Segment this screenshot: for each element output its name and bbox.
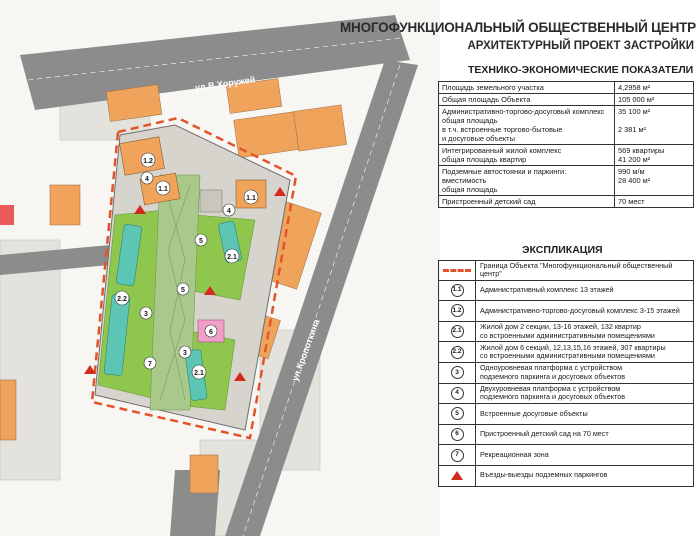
indicator-row (439, 82, 694, 94)
explication-row (438, 301, 694, 322)
explication-text: Рекреационная зона (480, 449, 549, 459)
explication-row (438, 363, 694, 384)
indicator-row (439, 106, 694, 145)
indicator-value: 990 м/м 28 400 м² (615, 166, 694, 196)
explication-text: Граница Объекта "Многофункциональный общественный центр" (480, 260, 673, 279)
explication-key (439, 466, 476, 486)
explication-key (439, 301, 476, 321)
label-1-1-b: 1.1 (246, 195, 256, 202)
explication-number: 1.2 (451, 304, 464, 317)
explication-row (438, 404, 694, 425)
indicator-label: Пристроенный детский сад (439, 196, 615, 208)
indicator-label: Площадь земельного участка (439, 82, 615, 94)
indicators-table (438, 81, 694, 208)
page-title: МНОГОФУНКЦИОНАЛЬНЫЙ ОБЩЕСТВЕННЫЙ ЦЕНТР (339, 20, 696, 35)
street-label-top: ул.В.Хоружей (194, 74, 256, 93)
explication-key (439, 322, 476, 342)
indicator-row (439, 166, 694, 196)
label-5-a: 5 (199, 238, 203, 245)
explication-row (438, 466, 694, 487)
explication-number: 2.1 (451, 325, 464, 338)
explication-text: Административный комплекс 13 этажей (480, 285, 614, 295)
indicator-value: 569 квартиры 41 200 м² (615, 145, 694, 166)
explication-row (438, 281, 694, 302)
explication-key (439, 261, 476, 280)
explication-row (438, 384, 694, 405)
boundary-dash-icon (443, 269, 471, 272)
label-4-b: 4 (227, 208, 231, 215)
explication-text: Встроенные досуговые объекты (480, 408, 588, 418)
explication-number: 7 (451, 449, 464, 462)
explication-number: 4 (451, 387, 464, 400)
explication-row (438, 322, 694, 343)
label-6: 6 (209, 329, 213, 336)
explication-key (439, 404, 476, 424)
explication-key (439, 425, 476, 445)
explication-number: 6 (451, 428, 464, 441)
indicator-label: Общая площадь Объекта (439, 94, 615, 106)
street-label-right: ул.Кропоткина (289, 317, 322, 383)
explication-key (439, 281, 476, 301)
explication-text: Административно-торгово-досуговый комплекс 3-15 этажей (480, 305, 680, 315)
label-3-a: 3 (144, 311, 148, 318)
label-1-2: 1.2 (143, 158, 153, 165)
explication-text: Одноуровневая платформа с устройством подземного паркинга и досуговых объектов (480, 363, 626, 381)
label-4-a: 4 (145, 176, 149, 183)
explication-key (439, 384, 476, 404)
indicator-value: 105 000 м² (615, 94, 694, 106)
indicator-value: 70 мест (615, 196, 694, 208)
explication-text: Въезды-выезды подземных паркингов (480, 470, 608, 480)
label-2-1-a: 2.1 (227, 254, 237, 261)
explication-text: Жилой дом 6 секций, 12,13,15,16 этажей, 307 квартиры со встроенными административными помещениями (480, 342, 666, 361)
explication-number: 3 (451, 366, 464, 379)
explication-number: 1.1 (451, 284, 464, 297)
platform-buildings (200, 190, 222, 212)
explication-key (439, 363, 476, 383)
indicator-label: Административно-торгово-досуговый комплекс общая площадь в т.ч. встроенные торгово-бытовые и досуговые объекты (439, 106, 615, 145)
explication-row (438, 425, 694, 446)
indicator-label: Интегрированный жилой комплекс общая площадь квартир (439, 145, 615, 166)
indicator-value: 35 100 м² 2 381 м² (615, 106, 694, 145)
label-1-1-a: 1.1 (158, 186, 168, 193)
explication-row (438, 260, 694, 281)
entrance-triangle-icon (451, 471, 463, 480)
explication-number: 5 (451, 407, 464, 420)
indicators-title: ТЕХНИКО-ЭКОНОМИЧЕСКИЕ ПОКАЗАТЕЛИ (468, 64, 694, 76)
label-2-1-b: 2.1 (194, 370, 204, 377)
label-3-b: 3 (183, 350, 187, 357)
explication-title: ЭКСПЛИКАЦИЯ (522, 244, 603, 256)
explication-text: Двухуровневая платформа с устройством подземного паркинга и досуговых объектов (480, 383, 626, 402)
indicator-label: Подземные автостоянки и паркинги: вместимость общая площадь (439, 166, 615, 196)
explication-row (438, 342, 694, 363)
page-subtitle: АРХИТЕКТУРНЫЙ ПРОЕКТ ЗАСТРОЙКИ (467, 40, 694, 52)
label-5-b: 5 (181, 287, 185, 294)
indicator-row (439, 145, 694, 166)
indicator-row (439, 196, 694, 208)
indicator-row (439, 94, 694, 106)
explication-key (439, 445, 476, 465)
explication-number: 2.2 (451, 346, 464, 359)
label-7: 7 (148, 361, 152, 368)
red-building (0, 205, 14, 225)
indicator-value: 4,2958 м² (615, 82, 694, 94)
explication-row (438, 445, 694, 466)
explication-table (438, 260, 694, 487)
explication-text: Пристроенный детский сад на 70 мест (480, 429, 609, 439)
explication-text: Жилой дом 2 секции, 13-16 этажей, 132 квартир со встроенными административными помещениями (480, 322, 655, 340)
label-2-2: 2.2 (117, 296, 127, 303)
explication-key (439, 342, 476, 362)
